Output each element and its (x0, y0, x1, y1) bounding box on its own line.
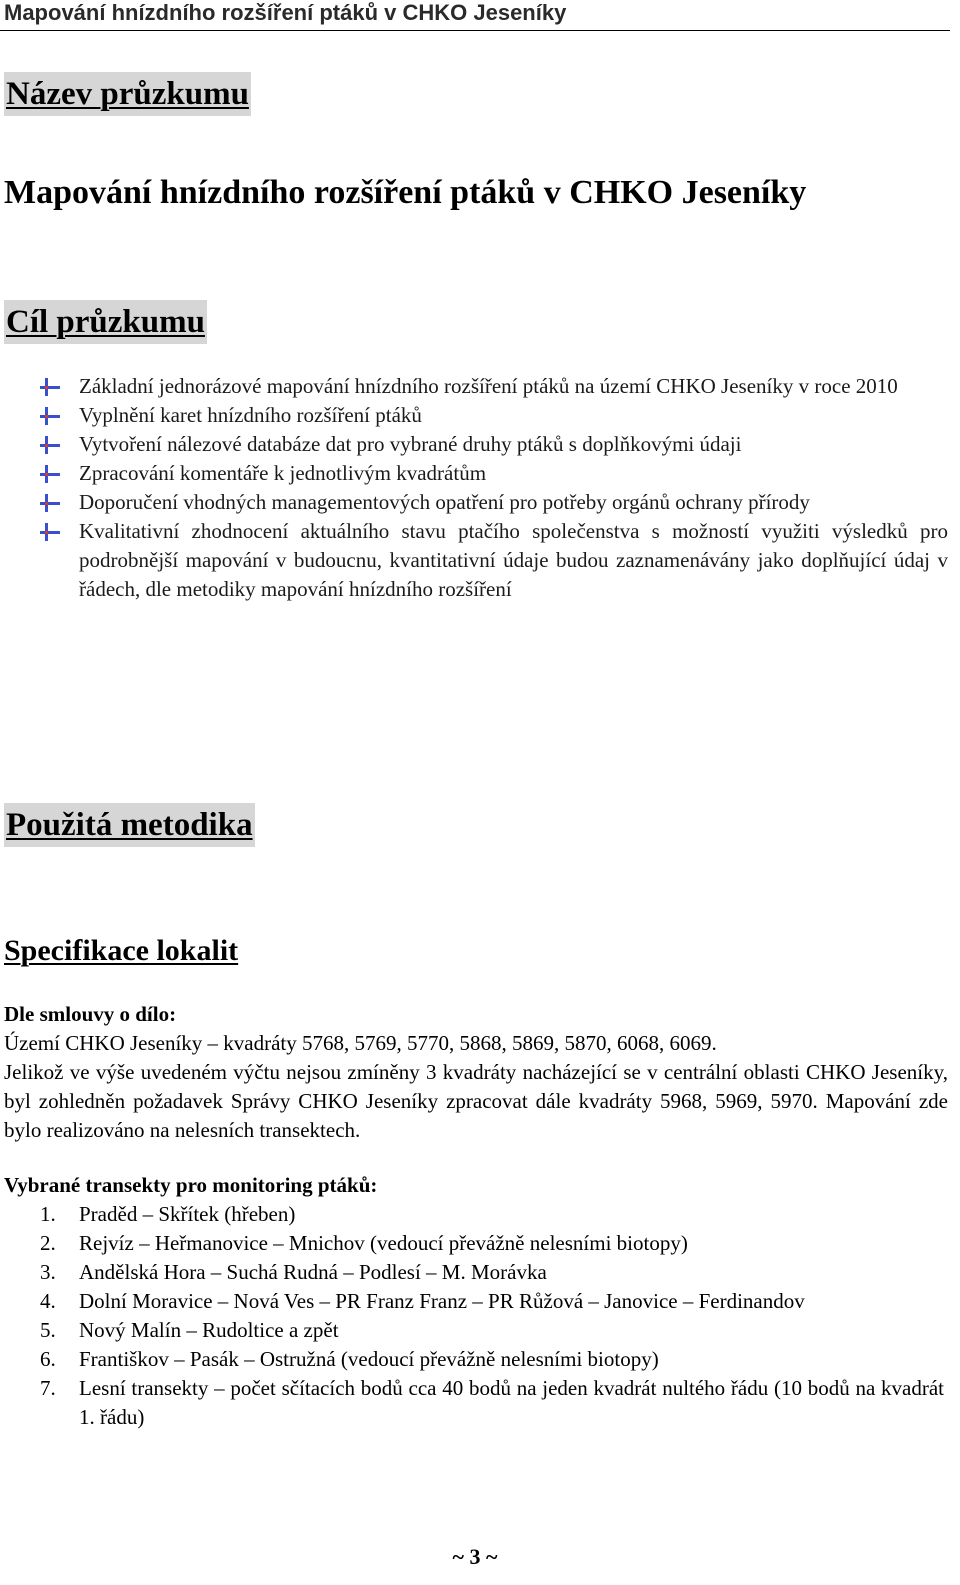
list-item-number: 7. (40, 1376, 56, 1400)
list-item-text: Dolní Moravice – Nová Ves – PR Franz Franz – PR Růžová – Janovice – Ferdinandov (79, 1289, 805, 1313)
sites-subheading: Specifikace lokalit (4, 934, 239, 967)
list-item-text: Andělská Hora – Suchá Rudná – Podlesí – M. Morávka (79, 1260, 547, 1284)
survey-name-heading: Název průzkumu (6, 76, 249, 112)
list-item-number: 6. (40, 1347, 56, 1371)
list-item (0, 1258, 944, 1287)
goal-item (0, 401, 948, 430)
pushpin-bullet-icon (40, 407, 60, 425)
list-item (0, 1316, 944, 1345)
page-number: ~ 3 ~ (452, 1544, 498, 1569)
list-item-text: Rejvíz – Heřmanovice – Mnichov (vedoucí převážně nelesními biotopy) (79, 1231, 688, 1255)
running-header-title: Mapování hnízdního rozšíření ptáků v CHKO Jeseníky (4, 0, 567, 25)
survey-name-heading-box (4, 72, 251, 116)
contract-section (4, 1000, 948, 1145)
goal-item-text: Kvalitativní zhodnocení aktuálního stavu ptačího společenstva s možností využiti výsledků pro podrobnější mapování v budoucnu, kvantitativní údaje budou zaznamenávány jako doplňující údaj v řádech, dle metodiky mapování hnízdního rozšíření (79, 519, 948, 601)
transects-label (4, 1171, 948, 1200)
contract-quadrats: Území CHKO Jeseníky – kvadráty 5768, 5769, 5770, 5868, 5869, 5870, 6068, 6069. (4, 1031, 717, 1055)
transects-label-text: Vybrané transekty pro monitoring ptáků: (4, 1173, 378, 1197)
list-item (0, 1287, 944, 1316)
list-item-text: Františkov – Pasák – Ostružná (vedoucí převážně nelesními biotopy) (79, 1347, 659, 1371)
list-item-number: 1. (40, 1202, 56, 1226)
list-item (0, 1374, 944, 1432)
goal-item (0, 459, 948, 488)
contract-label: Dle smlouvy o dílo: (4, 1002, 177, 1026)
list-item-number: 5. (40, 1318, 56, 1342)
list-item-number: 4. (40, 1289, 56, 1313)
list-item (0, 1229, 944, 1258)
goal-list (0, 372, 948, 604)
goal-item (0, 488, 948, 517)
goal-item-text: Základní jednorázové mapování hnízdního rozšíření ptáků na území CHKO Jeseníky v roce 2010 (79, 374, 898, 398)
goal-item-text: Doporučení vhodných managementových opatření pro potřeby orgánů ochrany přírody (79, 490, 810, 514)
pushpin-bullet-icon (40, 378, 60, 396)
goal-heading-box (4, 300, 207, 344)
contract-paragraph: Jelikož ve výše uvedeném výčtu nejsou zmíněny 3 kvadráty nacházející se v centrální oblasti CHKO Jeseníky, byl zohledněn požadavek Správy CHKO Jeseníky zpracovat dále kvadráty 5968, 5969, 5970. Mapování zde bylo realizováno na nelesních transektech. (4, 1060, 948, 1142)
list-item-text: Praděd – Skřítek (hřeben) (79, 1202, 296, 1226)
list-item-number: 3. (40, 1260, 56, 1284)
transect-list (0, 1200, 944, 1432)
goal-item-text: Vytvoření nálezové databáze dat pro vybrané druhy ptáků s doplňkovými údaji (79, 432, 742, 456)
goal-item (0, 517, 948, 604)
list-item (0, 1345, 944, 1374)
goal-item (0, 372, 948, 401)
list-item-number: 2. (40, 1231, 56, 1255)
goal-item-text: Vyplnění karet hnízdního rozšíření ptáků (79, 403, 422, 427)
methodology-heading: Použitá metodika (6, 807, 253, 843)
pushpin-bullet-icon (40, 436, 60, 454)
pushpin-bullet-icon (40, 494, 60, 512)
list-item-text: Lesní transekty – počet sčítacích bodů cca 40 bodů na jeden kvadrát nultého řádu (10 bodů na kvadrát 1. řádu) (79, 1376, 944, 1429)
running-header (0, 0, 950, 31)
goal-heading: Cíl průzkumu (6, 304, 205, 340)
goal-item-text: Zpracování komentáře k jednotlivým kvadrátům (79, 461, 487, 485)
methodology-heading-box (4, 803, 255, 847)
list-item (0, 1200, 944, 1229)
pushpin-bullet-icon (40, 465, 60, 483)
pushpin-bullet-icon (40, 523, 60, 541)
goal-item (0, 430, 948, 459)
survey-title: Mapování hnízdního rozšíření ptáků v CHKO Jeseníky (4, 174, 807, 211)
list-item-text: Nový Malín – Rudoltice a zpět (79, 1318, 339, 1342)
